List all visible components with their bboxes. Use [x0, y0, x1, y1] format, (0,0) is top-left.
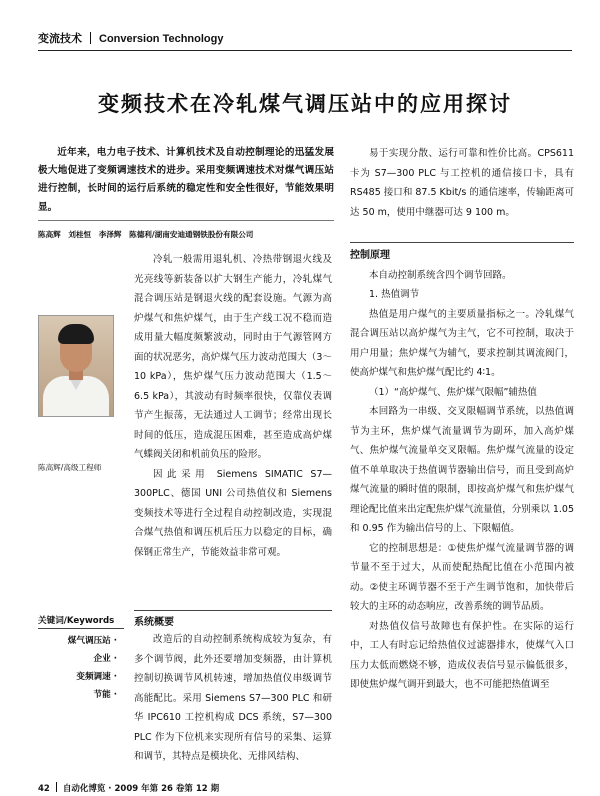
- keyword-2: 企业 ·: [93, 654, 117, 664]
- photo-hair: [58, 324, 94, 344]
- system-overview-column: [134, 630, 332, 767]
- keyword-4: 节能 ·: [93, 690, 117, 700]
- subheading-heat-value: 1. 热值调节: [369, 289, 420, 300]
- heat-value-paragraph: 热值是用户煤气的主要质量指标之一。冷轧煤气混合调压站以高炉煤气为主气，它不可控制，取决于用户用量；焦炉煤气为辅气，要求控制其调流阀门，使高炉煤气和焦炉煤气配比约 4∶1。: [350, 308, 574, 378]
- abstract: [38, 144, 334, 217]
- intro-column: [134, 250, 332, 562]
- system-overview-text: 改造后的自动控制系统构成较为复杂，有多个调节阀，此外还要增加变频器，由计算机控制切换调节风机转速，增加热值仪串级调节高能配比。采用 Siemens S7—300 PLC 和研华 IPC610 工控机构成 DCS 系统，S7—300 PLC 作为下位机来实现所有信号的采集、运算和调节，其特点是模块化、无排风结构、: [134, 634, 332, 762]
- footer-divider: [56, 782, 57, 792]
- header-divider: [90, 32, 91, 44]
- journal-info: 自动化博览 · 2009 年第 26 卷第 12 期: [62, 784, 220, 794]
- article-title: 变频技术在冷轧煤气调压站中的应用探讨: [98, 91, 512, 116]
- control-intro: 本自动控制系统含四个调节回路。: [369, 269, 512, 281]
- right-continued-text: 易于实现分散、运行可靠和性价比高。CPS611 卡为 S7—300 PLC 与工控机的通信接口卡，具有 RS485 接口和 87.5 Kbit/s 的通信速率，传输距离可达 50 m，使用中继器可达 9 100 m。: [350, 148, 574, 218]
- header-rule: [38, 50, 572, 51]
- header-section-en: Conversion Technology: [99, 33, 224, 45]
- subheading-limit: （1）“高炉煤气、焦炉煤气限幅”辅热值: [369, 386, 537, 398]
- protection-paragraph: 对热值仪信号故障也有保护性。在实际的运行中，工人有时忘记给热值仪过滤器排水，使煤气入口压力太低而燃烧不够，造成仪表信号显示偏低很多，即使焦炉煤气调开到最大，也不可能把热值调至: [350, 620, 574, 690]
- control-idea-paragraph: 它的控制思想是：①使焦炉煤气流量调节器的调节量不至于过大，从而使配热配比值在小范围内被动。②使主环调节器不至于产生调节饱和，加快带后较大的主环的动态响应，改善系统的调节品质。: [350, 542, 574, 612]
- loop-paragraph: 本回路为一串级、交叉限幅调节系统，以热值调节为主环，焦炉煤气流量调节为副环，加入高炉煤气、焦炉煤气流量单交叉限幅。焦炉煤气流量的设定值不单单取决于热值调节器输出信号，而且受到高炉煤气流量的瞬时值的限制，即按高炉煤气和焦炉煤气理论配比值来出定配焦炉煤气流量值，分别乘以 1.05 和 0.95 作为输出信号的上、下限幅值。: [350, 406, 574, 534]
- page-number: 42: [38, 784, 50, 794]
- control-principle-heading: 控制原理: [350, 242, 574, 266]
- keyword-3: 变频调速 ·: [76, 672, 117, 682]
- intro-paragraph-2: 因此采用 Siemens SIMATIC S7—300PLC、德国 UNI 公司热值仪和 Siemens 变频技术等进行全过程自动控制改造，实现混合煤气热值和调压机后压力以稳定的目标，确保钢正常生产，节能效益非常可观。: [134, 468, 332, 558]
- page-footer: [38, 782, 219, 794]
- abstract-text: 近年来，电力电子技术、计算机技术及自动控制理论的迅猛发展极大地促进了变频调速技术的进步。采用变频调速技术对煤气调压站进行控制，长时间的运行后系统的稳定性和安全性很好，节能效果明显。: [38, 147, 334, 213]
- keywords-rule: [38, 628, 124, 629]
- author-photo: [38, 315, 114, 417]
- authors-line: 陈高辉 刘桂恒 李泽辉 陈德利/湖南安迪通钢铁股份有限公司: [38, 220, 334, 240]
- right-column: [350, 144, 574, 695]
- intro-paragraph-1: 冷轧一般需用退轧机、冷热带钢退火线及光亮线等新装备以扩大钢生产能力，冷轧煤气混合调压站是钢退火线的配套设施。气源为高炉煤气和焦炉煤气，由于生产线工况不稳而造成用量大幅度频繁波动，同时由于气源管网方面的状况恶劣，高炉煤气压力波动范围大（3～10 kPa），焦炉煤气压力波动范围大（1.5～6.5 kPa），其波动有时频率很快，仅靠仪表调节产生振荡，无法通过人工调节；经常出现长时间的低压，造成混压困难，甚至造成高炉煤气蝶阀关闭和机前负压的险形。: [134, 254, 332, 460]
- system-overview-heading: 系统概要: [134, 610, 332, 628]
- header-section-cn: 变流技术: [38, 32, 82, 45]
- keywords-label: 关键词/Keywords: [38, 616, 115, 626]
- page-header: [38, 30, 223, 46]
- photo-caption: 陈高辉/高级工程师: [38, 463, 102, 472]
- keyword-1: 煤气调压站 ·: [67, 636, 117, 646]
